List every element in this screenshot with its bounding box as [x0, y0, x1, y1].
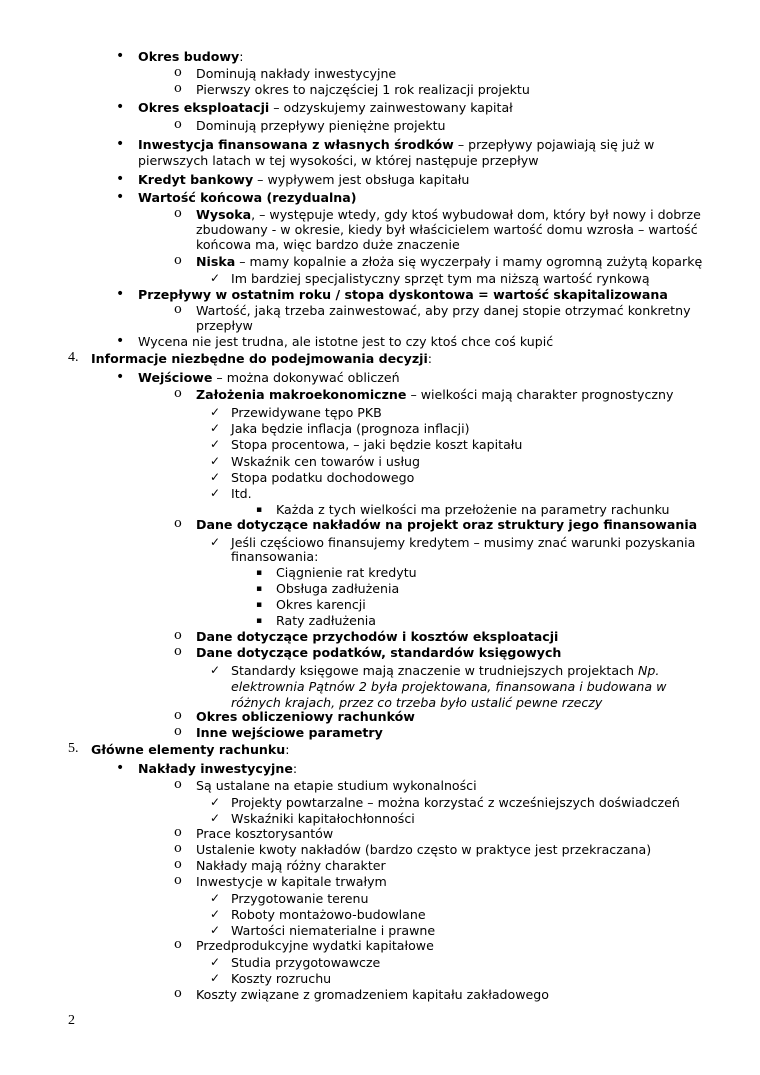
- check-icon: ✓: [210, 535, 221, 549]
- list-item: Pierwszy okres to najczęściej 1 rok realizacji projektu: [196, 82, 530, 97]
- list-item-zalozenia: Założenia makroekonomiczne – wielkości mają charakter prognostyczny: [196, 387, 674, 402]
- list-item: Przygotowanie terenu: [231, 891, 369, 906]
- list-item: Koszty rozruchu: [231, 971, 332, 986]
- list-item-przeplywy: Przepływy w ostatnim roku / stopa dyskontowa = wartość skapitalizowana: [138, 287, 668, 302]
- list-item-okres-obliczeniowy: Okres obliczeniowy rachunków: [196, 709, 415, 724]
- check-icon: ✓: [210, 891, 221, 905]
- list-item: Ustalenie kwoty nakładów (bardzo często w praktyce jest przekraczana): [196, 842, 652, 857]
- circle-marker: o: [174, 65, 182, 80]
- check-icon: ✓: [210, 470, 221, 484]
- circle-marker: o: [174, 117, 182, 132]
- section-heading-5: Główne elementy rachunku:: [91, 742, 290, 757]
- check-icon: ✓: [210, 486, 221, 500]
- list-item-continuation: różnych krajach, przez co trzeba było ustalić pewne rzeczy: [231, 695, 603, 710]
- check-icon: ✓: [210, 811, 221, 825]
- square-marker: ▪: [256, 568, 263, 578]
- bullet-marker: •: [116, 189, 125, 205]
- square-marker: ▪: [256, 616, 263, 626]
- list-item: Dominują nakłady inwestycyjne: [196, 66, 397, 81]
- list-item-okres-budowy: Okres budowy:: [138, 49, 244, 64]
- list-item-inne: Inne wejściowe parametry: [196, 725, 383, 740]
- list-item-dane-podatki: Dane dotyczące podatków, standardów księgowych: [196, 645, 562, 660]
- list-item: Prace kosztorysantów: [196, 826, 334, 841]
- check-icon: ✓: [210, 907, 221, 921]
- circle-marker: o: [174, 777, 182, 792]
- list-item: Ciągnienie rat kredytu: [276, 565, 417, 580]
- check-icon: ✓: [210, 795, 221, 809]
- page-number: 2: [68, 1013, 75, 1028]
- circle-marker: o: [174, 825, 182, 840]
- list-item-continuation: końcowa ma, więc bardzo duże znaczenie: [196, 237, 460, 252]
- list-item: Jeśli częściowo finansujemy kredytem – musimy znać warunki pozyskania: [231, 535, 696, 550]
- circle-marker: o: [174, 644, 182, 659]
- list-item: Są ustalane na etapie studium wykonalności: [196, 778, 477, 793]
- section-heading-4: Informacje niezbędne do podejmowania decyzji:: [91, 351, 433, 366]
- list-item: Każda z tych wielkości ma przełożenie na parametry rachunku: [276, 502, 670, 517]
- check-icon: ✓: [210, 271, 221, 285]
- bullet-marker: •: [116, 136, 125, 152]
- check-icon: ✓: [210, 663, 221, 677]
- list-item: Roboty montażowo-budowlane: [231, 907, 426, 922]
- bullet-marker: •: [116, 171, 125, 187]
- list-item-inwestycja: Inwestycja finansowana z własnych środków – przepływy pojawiają się już w: [138, 137, 655, 152]
- list-item-wejsciowe: Wejściowe – można dokonywać obliczeń: [138, 370, 400, 385]
- list-item: Przedprodukcyjne wydatki kapitałowe: [196, 938, 434, 953]
- list-item: Wartość, jaką trzeba zainwestować, aby przy danej stopie otrzymać konkretny: [196, 303, 691, 318]
- bullet-marker: •: [116, 48, 125, 64]
- circle-marker: o: [174, 986, 182, 1001]
- list-item: Projekty powtarzalne – można korzystać z wcześniejszych doświadczeń: [231, 795, 680, 810]
- list-item-continuation: przepływ: [196, 318, 253, 333]
- list-item-wycena: Wycena nie jest trudna, ale istotne jest to czy ktoś chce coś kupić: [138, 334, 554, 349]
- circle-marker: o: [174, 628, 182, 643]
- bullet-marker: •: [116, 369, 125, 385]
- check-icon: ✓: [210, 971, 221, 985]
- list-item: Wartości niematerialne i prawne: [231, 923, 436, 938]
- list-item-okres-eksploatacji: Okres eksploatacji – odzyskujemy zainwestowany kapitał: [138, 100, 513, 115]
- list-item-dane-naklady: Dane dotyczące nakładów na projekt oraz struktury jego finansowania: [196, 517, 698, 532]
- list-item: Okres karencji: [276, 597, 366, 612]
- bullet-marker: •: [116, 760, 125, 776]
- circle-marker: o: [174, 841, 182, 856]
- list-item: Wskaźnik cen towarów i usług: [231, 454, 421, 469]
- circle-marker: o: [174, 302, 182, 317]
- list-item: Im bardziej specjalistyczny sprzęt tym ma niższą wartość rynkową: [231, 271, 650, 286]
- circle-marker: o: [174, 516, 182, 531]
- list-item: Jaka będzie inflacja (prognoza inflacji): [231, 421, 470, 436]
- circle-marker: o: [174, 937, 182, 952]
- list-item-continuation: finansowania:: [231, 549, 319, 564]
- check-icon: ✓: [210, 405, 221, 419]
- section-number: 4.: [68, 350, 79, 365]
- circle-marker: o: [174, 386, 182, 401]
- list-item: Standardy księgowe mają znaczenie w trudniejszych projektach Np.: [231, 663, 660, 678]
- square-marker: ▪: [256, 600, 263, 610]
- circle-marker: o: [174, 708, 182, 723]
- list-item: Inwestycje w kapitale trwałym: [196, 874, 387, 889]
- list-item-continuation: elektrownia Pątnów 2 była projektowana, finansowana i budowana w: [231, 679, 667, 694]
- list-item: Koszty związane z gromadzeniem kapitału zakładowego: [196, 987, 550, 1002]
- list-item-wysoka: Wysoka, – występuje wtedy, gdy ktoś wybudował dom, który był nowy i dobrze: [196, 207, 701, 222]
- list-item-continuation: pierwszych latach w tej wysokości, w której następuje przepływ: [138, 153, 539, 168]
- square-marker: ▪: [256, 584, 263, 594]
- bullet-marker: •: [116, 286, 125, 302]
- check-icon: ✓: [210, 421, 221, 435]
- check-icon: ✓: [210, 923, 221, 937]
- circle-marker: o: [174, 873, 182, 888]
- list-item: Raty zadłużenia: [276, 613, 377, 628]
- circle-marker: o: [174, 724, 182, 739]
- section-number: 5.: [68, 741, 79, 756]
- circle-marker: o: [174, 253, 182, 268]
- list-item: Stopa podatku dochodowego: [231, 470, 415, 485]
- list-item: Wskaźniki kapitałochłonności: [231, 811, 415, 826]
- circle-marker: o: [174, 81, 182, 96]
- list-item-dane-przychody: Dane dotyczące przychodów i kosztów eksploatacji: [196, 629, 559, 644]
- list-item: Dominują przepływy pieniężne projektu: [196, 118, 446, 133]
- check-icon: ✓: [210, 454, 221, 468]
- bullet-marker: •: [116, 333, 125, 349]
- list-item: Itd.: [231, 486, 252, 501]
- square-marker: ▪: [256, 505, 263, 515]
- list-item-continuation: zbudowany - w okresie, kiedy był właścicielem wartość domu wzrosła – wartość: [196, 222, 698, 237]
- list-item: Obsługa zadłużenia: [276, 581, 400, 596]
- list-item: Nakłady mają różny charakter: [196, 858, 386, 873]
- circle-marker: o: [174, 857, 182, 872]
- check-icon: ✓: [210, 955, 221, 969]
- list-item-niska: Niska – mamy kopalnie a złoża się wyczerpały i mamy ogromną zużytą koparkę: [196, 254, 703, 269]
- list-item-naklady: Nakłady inwestycyjne:: [138, 761, 298, 776]
- list-item: Stopa procentowa, – jaki będzie koszt kapitału: [231, 437, 523, 452]
- list-item-wartosc-koncowa: Wartość końcowa (rezydualna): [138, 190, 357, 205]
- circle-marker: o: [174, 206, 182, 221]
- list-item: Studia przygotowawcze: [231, 955, 381, 970]
- list-item-kredyt: Kredyt bankowy – wypływem jest obsługa kapitału: [138, 172, 470, 187]
- check-icon: ✓: [210, 437, 221, 451]
- bullet-marker: •: [116, 99, 125, 115]
- list-item: Przewidywane tępo PKB: [231, 405, 382, 420]
